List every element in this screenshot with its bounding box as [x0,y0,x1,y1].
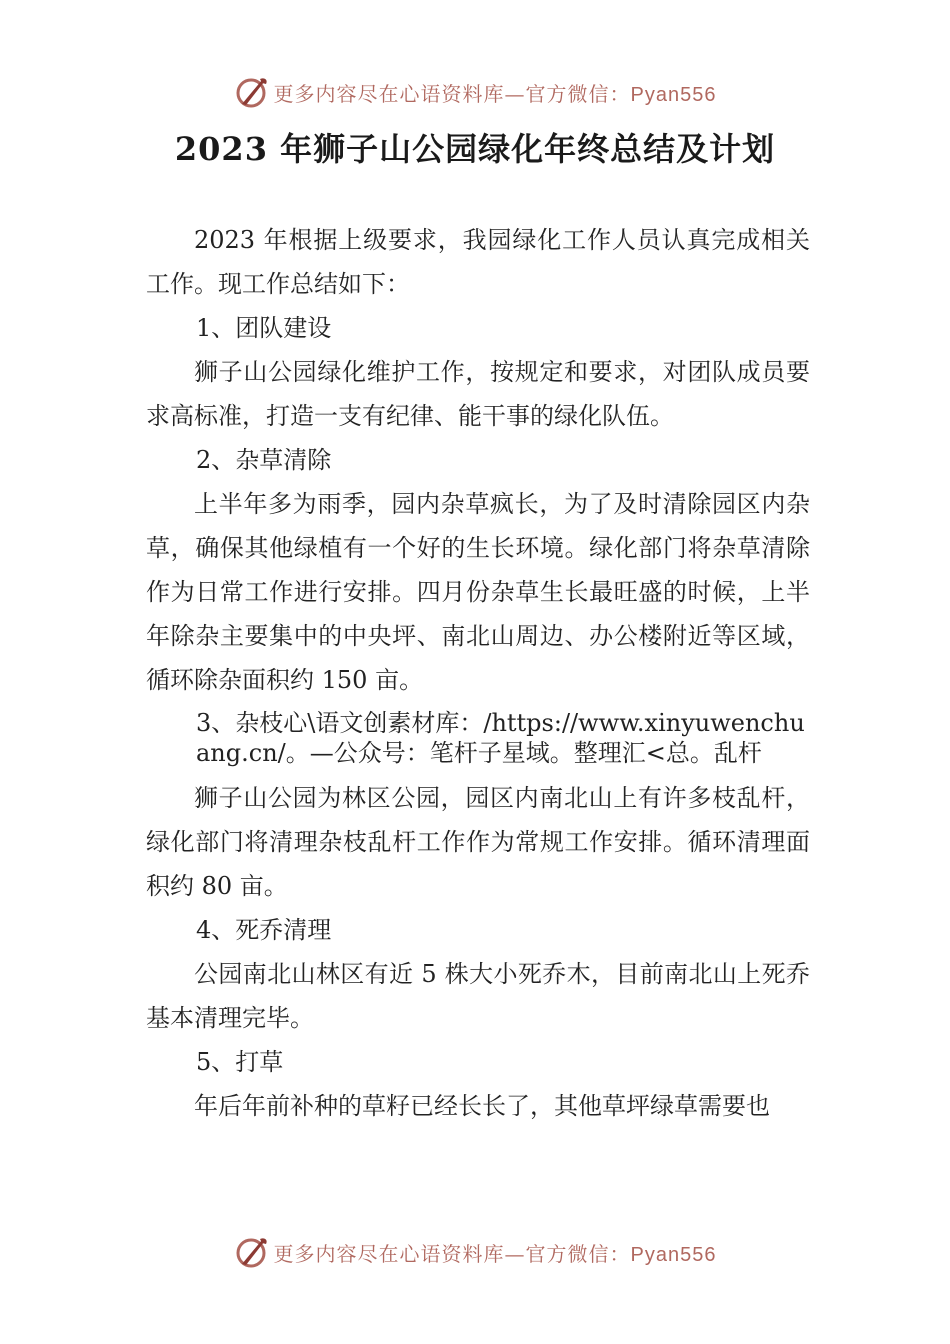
watermark-promo: 更多内容尽在心语资料库—官方微信： [273,81,631,106]
section-heading-1: 1、团队建设 [196,314,332,342]
watermark-wechat-id: Pyan556 [630,1243,717,1266]
section-heading-4: 4、死乔清理 [196,916,332,944]
section-body-3: 狮子山公园为林区公园，园区内南北山上有许多枝乱杆，绿化部门将清理杂枝乱杆工作作为常规工作安排。循环清理面积约 80 亩。 [146,784,810,900]
quill-pen-logo-icon [234,1234,270,1270]
document-title: 2023 年狮子山公园绿化年终总结及计划 [174,130,776,168]
section-body-4: 公园南北山林区有近 5 株大小死乔木，目前南北山上死乔基本清理完毕。 [146,960,810,1032]
watermark-text [274,1238,717,1267]
section-body-1: 狮子山公园绿化维护工作，按规定和要求，对团队成员要求高标准，打造一支有纪律、能干事的绿化队伍。 [146,358,810,430]
watermark-banner-bottom [0,1232,950,1272]
watermark-text [274,78,717,107]
section-heading-3: 3、杂枝心\语文创素材库：/https://www.xinyuwenchuang.cn/。—公众号：笔杆子星域。整理汇<总。乱杆 [196,709,805,767]
section-heading-5: 5、打草 [196,1048,284,1076]
document-body [146,218,810,1128]
watermark-banner-top [0,72,950,112]
watermark-promo: 更多内容尽在心语资料库—官方微信： [273,1241,631,1266]
section-body-5: 年后年前补种的草籽已经长长了，其他草坪绿草需要也 [194,1092,770,1120]
quill-pen-logo-icon [234,74,270,110]
section-body-2: 上半年多为雨季，园内杂草疯长，为了及时清除园区内杂草，确保其他绿植有一个好的生长环境。绿化部门将杂草清除作为日常工作进行安排。四月份杂草生长最旺盛的时候，上半年除杂主要集中的中央坪、南北山周边、办公楼附近等区域，循环除杂面积约 150 亩。 [146,490,810,694]
intro-paragraph: 2023 年根据上级要求，我园绿化工作人员认真完成相关工作。现工作总结如下： [146,226,810,298]
watermark-wechat-id: Pyan556 [630,83,717,106]
section-heading-2: 2、杂草清除 [196,446,332,474]
